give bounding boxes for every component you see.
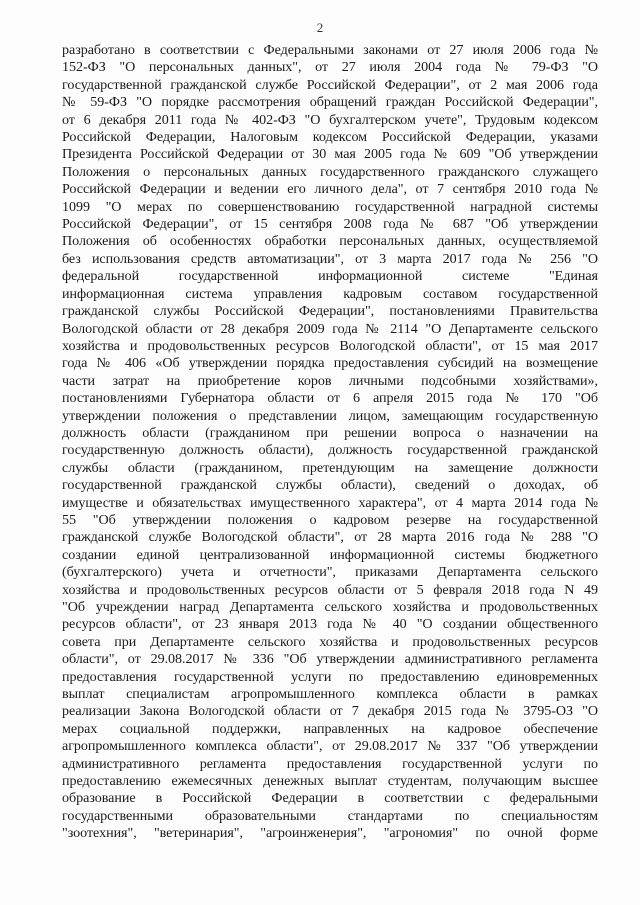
text-line: государственную должность области), должность государственной гражданской — [62, 442, 598, 459]
text-line: Вологодской области от 28 декабря 2009 года № 2114 "О Департаменте сельского — [62, 320, 598, 337]
text-line: Российской Федерации, Налоговым кодексом Российской Федерации, указами — [62, 129, 598, 146]
text-line: имуществе и обязательствах имущественного характера", от 4 марта 2014 года № — [62, 494, 598, 511]
text-line: разработано в соответствии с Федеральными законами от 27 июля 2006 года № — [62, 42, 598, 58]
text-line: (бухгалтерского) учета и отчетности", приказами Департамента сельского — [62, 564, 598, 581]
text-line: 1099 "О мерах по совершенствованию государственной наградной системы — [62, 198, 598, 215]
text-line: информационная система управления кадровым составом государственной — [62, 285, 598, 302]
text-line: государственной гражданской службе Российской Федерации", от 2 мая 2006 года — [62, 76, 598, 93]
text-line: федеральной государственной информационной системе "Единая — [62, 268, 598, 285]
text-line: "Об учреждении наград Департамента сельского хозяйства и продовольственных — [62, 599, 598, 615]
text-line: образование в Российской Федерации в соответствии с федеральными — [62, 790, 598, 807]
text-line: государственными образовательными стандартами по специальностям — [62, 807, 598, 824]
text-line: года № 406 «Об утверждении порядка предоставления субсидий на возмещение — [62, 355, 598, 372]
text-line: Положения о персональных данных государственного гражданского служащего — [62, 163, 598, 180]
text-line: области", от 29.08.2017 № 336 "Об утверждении административного регламента — [62, 651, 598, 668]
text-line: части затрат на приобретение коров личными подсобными хозяйствами», — [62, 372, 598, 389]
text-line: гражданской службы Российской Федерации", постановлениями Правительства — [62, 303, 598, 320]
text-line: мерах социальной поддержки, направленных на кадровое обеспечение — [62, 720, 598, 737]
text-line: без использования средств автоматизации", от 3 марта 2017 года № 256 "О — [62, 250, 598, 267]
text-line: гражданской службе Вологодской области", от 28 марта 2016 года № 288 "О — [62, 529, 598, 546]
text-line: Положения об особенностях обработки персональных данных, осуществляемой — [62, 233, 598, 250]
text-line: создании единой централизованной информационной системы бюджетного — [62, 546, 598, 563]
text-line: службы области (гражданином, претендующим на замещение должности — [62, 459, 598, 476]
text-line: Президента Российской Федерации от 30 мая 2005 года № 609 "Об утверждении — [62, 146, 598, 163]
text-line: "зоотехния", "ветеринария", "агроинженерия", "агрономия" по очной форме — [62, 825, 598, 842]
text-line: административного регламента предоставления государственной услуги по — [62, 755, 598, 772]
text-line: утверждении положения о представлении лицом, замещающим государственную — [62, 407, 598, 424]
text-line: должность области (гражданином при решении вопроса о назначении на — [62, 424, 598, 441]
text-line: Российской Федерации", от 15 сентября 2008 года № 687 "Об утверждении — [62, 216, 598, 233]
text-line: реализации Закона Вологодской области от 7 декабря 2015 года № 3795-ОЗ "О — [62, 703, 598, 720]
text-line: совета при Департаменте сельского хозяйства и продовольственных ресурсов — [62, 633, 598, 650]
text-line: 152-ФЗ "О персональных данных", от 27 июля 2004 года № 79-ФЗ "О — [62, 59, 598, 76]
text-line: от 6 декабря 2011 года № 402-ФЗ "О бухгалтерском учете", Трудовым кодексом — [62, 111, 598, 128]
body-text — [62, 42, 598, 843]
text-line: государственной гражданской службы области), сведений о доходах, об — [62, 477, 598, 494]
text-line: предоставлению ежемесячных денежных выплат студентам, получающим высшее — [62, 773, 598, 790]
text-line: предоставления государственной услуги по предоставлению единовременных — [62, 668, 598, 685]
text-line: постановлениями Губернатора области от 6 апреля 2015 года № 170 "Об — [62, 390, 598, 407]
text-line: хозяйства и продовольственных ресурсов области от 5 февраля 2018 года N 49 — [62, 581, 598, 598]
text-line: 55 "Об утверждении положения о кадровом резерве на государственной — [62, 511, 598, 528]
text-line: хозяйства и продовольственных ресурсов Вологодской области", от 15 мая 2017 — [62, 337, 598, 354]
page-number: 2 — [316, 20, 324, 35]
text-line: агропромышленного комплекса области", от 29.08.2017 № 337 "Об утверждении — [62, 738, 598, 755]
text-line: выплат специалистам агропромышленного комплекса области в рамках — [62, 686, 598, 703]
text-line: ресурсов области", от 23 января 2013 года № 40 "О создании общественного — [62, 616, 598, 633]
text-line: Российской Федерации и ведении его личного дела", от 7 сентября 2010 года № — [62, 181, 598, 198]
text-line: № 59-ФЗ "О порядке рассмотрения обращений граждан Российской Федерации", — [62, 94, 598, 111]
